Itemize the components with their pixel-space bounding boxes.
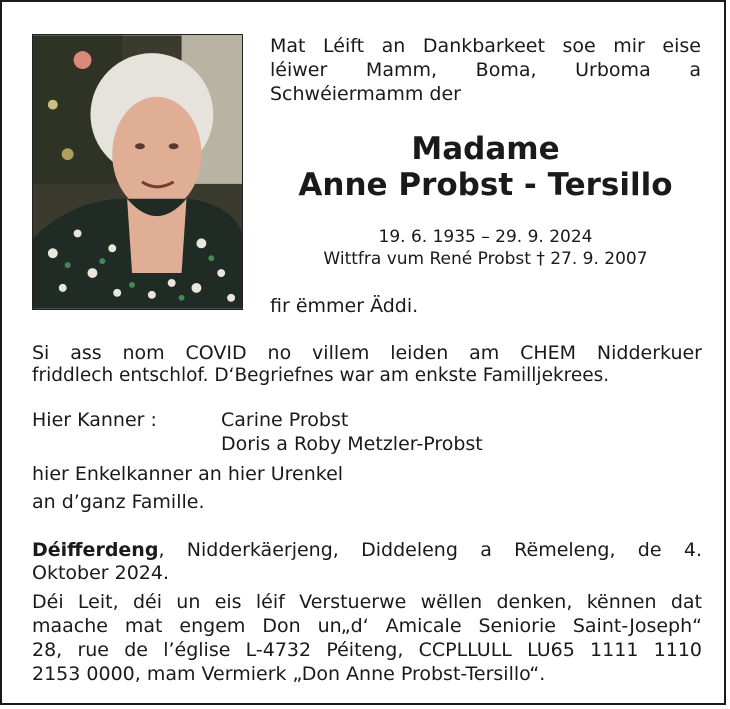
intro-line-3: Schwéiermamm der — [270, 83, 461, 105]
child-1: Carine Probst — [221, 409, 349, 431]
farewell-line: fir ëmmer Äddi. — [270, 295, 419, 317]
places-line-1 — [32, 539, 702, 561]
deceased-title: Madame — [411, 131, 560, 167]
grandchildren-line: hier Enkelkanner an hier Urenkel — [32, 463, 344, 485]
passing-line-2: friddlech entschlof. D‘Begriefnes war am enkste Familljekrees. — [32, 365, 610, 386]
portrait-image — [33, 35, 242, 309]
donation-line-1: Déi Leit, déi un eis léif Verstuerwe wëllen denken, kënnen dat — [32, 591, 702, 613]
places-line-2: Oktober 2024. — [32, 562, 170, 584]
life-dates: 19. 6. 1935 – 29. 9. 2024 — [378, 227, 593, 247]
other-places: , Nidderkäerjeng, Diddeleng a Rëmeleng, de 4. — [158, 539, 702, 561]
children-label: Hier Kanner : — [32, 409, 157, 431]
intro-line-1: Mat Léift an Dankbarkeet soe mir eise — [270, 35, 701, 57]
child-2: Doris a Roby Metzler-Probst — [221, 433, 483, 455]
passing-line-1: Si ass nom COVID no villem leiden am CHEM Nidderkuer — [32, 342, 702, 364]
donation-line-2: maache mat engem Don un„d‘ Amicale Seniorie Saint-Joseph“ — [32, 615, 702, 637]
donation-line-3: 28, rue de l’église L-4732 Péiteng, CCPLLULL LU65 1111 1110 — [32, 639, 702, 661]
widow-line: Wittfra vum René Probst † 27. 9. 2007 — [323, 249, 648, 269]
first-place: Déifferdeng — [32, 539, 159, 561]
whole-family-line: an d’ganz Famille. — [32, 491, 205, 513]
portrait-photo — [32, 34, 243, 310]
deceased-name: Anne Probst - Tersillo — [298, 167, 673, 203]
donation-line-4: 2153 0000, mam Vermierk „Don Anne Probst-Tersillo“. — [32, 663, 546, 685]
intro-line-2: léiwer Mamm, Boma, Urboma a — [270, 59, 701, 81]
